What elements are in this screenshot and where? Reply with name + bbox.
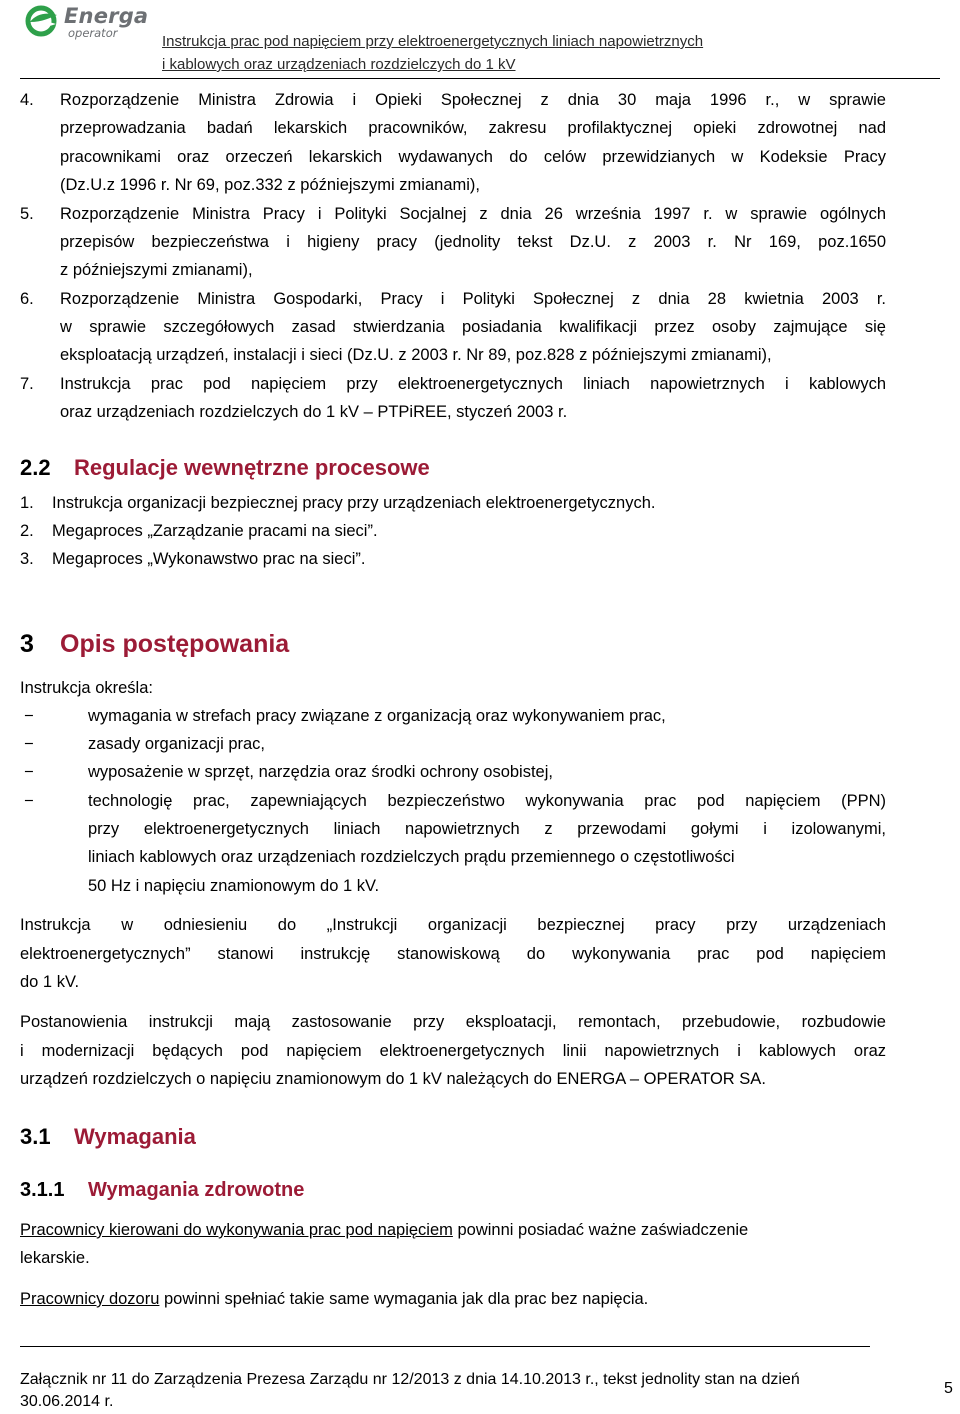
- energa-leaf-icon: [24, 4, 60, 38]
- logo-subtitle: operator: [68, 26, 118, 40]
- list-item-number: 1.: [20, 494, 34, 512]
- paragraph-line: [20, 1219, 748, 1241]
- header-title-line-1: Instrukcja prac pod napięciem przy elektroenergetycznych liniach napowietrznych: [162, 33, 704, 50]
- section-heading: Wymagania: [74, 1124, 196, 1149]
- list-item: wymagania w strefach pracy związane z organizacją oraz wykonywaniem prac,: [88, 707, 666, 725]
- list-item-number: 3.: [20, 550, 34, 568]
- footer-line-2: 30.06.2014 r.: [20, 1393, 114, 1410]
- reference-line: przepisów bezpieczeństwa i higieny pracy (jednolity tekst Dz.U. z 2003 r. Nr 169, poz.1650: [60, 233, 886, 251]
- logo-wordmark: Energa: [64, 4, 149, 28]
- reference-line: Rozporządzenie Ministra Gospodarki, Pracy i Polityki Społecznej z dnia 28 kwietnia 2003 r.: [60, 290, 886, 308]
- paragraph-line: urządzeń rozdzielczych o napięciu znamionowym do 1 kV należących do ENERGA – OPERATOR SA.: [20, 1070, 766, 1088]
- reference-line: przeprowadzania badań lekarskich pracowników, zakresu profilaktycznej opieki zdrowotnej nad: [60, 119, 886, 137]
- list-item: wyposażenie w sprzęt, narzędzia oraz środki ochrony osobistej,: [88, 763, 553, 781]
- page-number: 5: [944, 1380, 953, 1397]
- bullet-mark: −: [24, 792, 34, 810]
- footer-line-1: Załącznik nr 11 do Zarządzenia Prezesa Zarządu nr 12/2013 z dnia 14.10.2013 r., tekst jednolity stan na dzień: [20, 1371, 800, 1388]
- list-item-continuation: liniach kablowych oraz urządzeniach rozdzielczych prądu przemiennego o częstotliwości: [88, 848, 735, 866]
- reference-number: 7.: [20, 375, 34, 393]
- paragraph-line: [20, 1288, 648, 1310]
- header-title-line-2: i kablowych oraz urządzeniach rozdzielczych do 1 kV: [162, 56, 516, 73]
- section-heading: Opis postępowania: [60, 630, 290, 658]
- list-item-continuation: 50 Hz i napięciu znamionowym do 1 kV.: [88, 877, 380, 895]
- paragraph-line: Postanowienia instrukcji mają zastosowanie przy eksploatacji, remontach, przebudowie, rozbudowie: [20, 1013, 886, 1031]
- list-item: Megaproces „Wykonawstwo prac na sieci”.: [52, 550, 366, 568]
- energa-logo: [24, 2, 164, 42]
- list-item-continuation: przy elektroenergetycznych liniach napowietrznych z przewodami gołymi i izolowanymi,: [88, 820, 886, 838]
- underlined-phrase: Pracownicy dozoru: [20, 1290, 160, 1308]
- list-item-number: 2.: [20, 522, 34, 540]
- underlined-phrase: Pracownicy kierowani do wykonywania prac pod napięciem: [20, 1221, 453, 1239]
- reference-line: oraz urządzeniach rozdzielczych do 1 kV – PTPiREE, styczeń 2003 r.: [60, 403, 568, 421]
- paragraph-text: powinni posiadać ważne zaświadczenie: [452, 1221, 749, 1239]
- paragraph-line: i modernizacji będących pod napięciem elektroenergetycznych linii napowietrznych i kablowych oraz: [20, 1042, 886, 1060]
- reference-line: (Dz.U.z 1996 r. Nr 69, poz.332 z późniejszymi zmianami),: [60, 176, 480, 194]
- reference-line: w sprawie szczegółowych zasad stwierdzania posiadania kwalifikacji przez osoby zajmujące się: [60, 318, 886, 336]
- header-divider: [20, 78, 940, 79]
- list-item: zasady organizacji prac,: [88, 735, 266, 753]
- section-heading: Regulacje wewnętrzne procesowe: [74, 455, 430, 480]
- reference-line: Rozporządzenie Ministra Zdrowia i Opieki Społecznej z dnia 30 maja 1996 r., w sprawie: [60, 91, 886, 109]
- bullet-mark: −: [24, 735, 34, 753]
- list-item: Megaproces „Zarządzanie pracami na sieci”.: [52, 522, 378, 540]
- paragraph-line: lekarskie.: [20, 1249, 90, 1267]
- reference-number: 4.: [20, 91, 34, 109]
- section-number: 3: [20, 630, 34, 658]
- list-item: technologię prac, zapewniających bezpieczeństwo wykonywania prac pod napięciem (PPN): [88, 792, 886, 810]
- section-number: 2.2: [20, 455, 51, 480]
- reference-line: z późniejszymi zmianami),: [60, 261, 253, 279]
- intro-text: Instrukcja określa:: [20, 679, 153, 697]
- reference-line: Instrukcja prac pod napięciem przy elektroenergetycznych liniach napowietrznych i kablowych: [60, 375, 886, 393]
- footer-divider: [20, 1346, 870, 1347]
- paragraph-line: do 1 kV.: [20, 973, 80, 991]
- paragraph-text: powinni spełniać takie same wymagania jak dla prac bez napięcia.: [159, 1290, 649, 1308]
- reference-line: pracownikami oraz orzeczeń lekarskich wydawanych do celów przewidzianych w Kodeksie Pracy: [60, 148, 886, 166]
- section-number: 3.1: [20, 1124, 51, 1149]
- paragraph-line: Instrukcja w odniesieniu do „Instrukcji organizacji bezpiecznej pracy przy urządzeniach: [20, 916, 886, 934]
- reference-number: 5.: [20, 205, 34, 223]
- section-number: 3.1.1: [20, 1179, 65, 1201]
- bullet-mark: −: [24, 707, 34, 725]
- section-heading: Wymagania zdrowotne: [88, 1179, 305, 1201]
- reference-number: 6.: [20, 290, 34, 308]
- paragraph-line: elektroenergetycznych” stanowi instrukcję stanowiskową do wykonywania prac pod napięciem: [20, 945, 886, 963]
- reference-line: Rozporządzenie Ministra Pracy i Polityki Socjalnej z dnia 26 września 1997 r. w sprawie ogólnych: [60, 205, 886, 223]
- bullet-mark: −: [24, 763, 34, 781]
- list-item: Instrukcja organizacji bezpiecznej pracy przy urządzeniach elektroenergetycznych.: [52, 494, 656, 512]
- reference-line: eksploatacją urządzeń, instalacji i sieci (Dz.U. z 2003 r. Nr 89, poz.828 z późniejszymi zmianami),: [60, 346, 772, 364]
